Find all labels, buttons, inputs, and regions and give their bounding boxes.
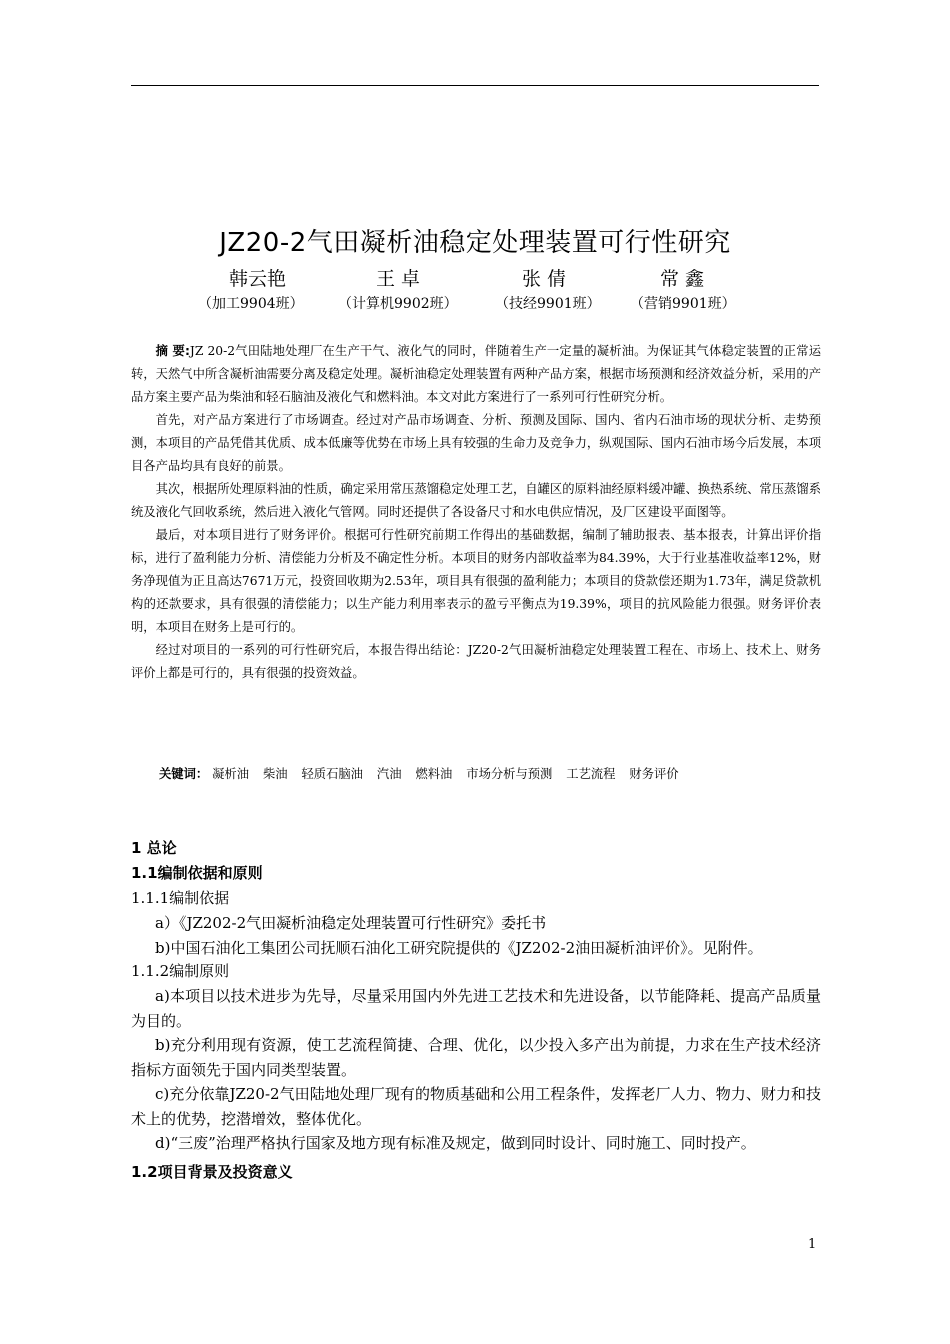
affiliation-3: （技经9901班） xyxy=(495,296,601,312)
affiliation-4: （营销9901班） xyxy=(630,296,736,312)
abstract-label: 摘 要: xyxy=(155,344,190,358)
basis-item-b: b)中国石油化工集团公司抚顺石油化工研究院提供的《JZ202-2油田凝析油评价》。见附件。 xyxy=(155,938,763,957)
abstract-paragraph-2: 首先，对产品方案进行了市场调查。经过对产品市场调查、分析、预测及国际、国内、省内石油市场的现状分析、走势预测，本项目的产品凭借其优质、成本低廉等优势在市场上具有较强的生命力及竞争力，纵观国际、国内石油市场今后发展，本项目各产品均具有良好的前景。 xyxy=(131,413,821,473)
header-rule xyxy=(131,85,819,86)
abstract-paragraph-4: 最后，对本项目进行了财务评价。根据可行性研究前期工作得出的基础数据，编制了辅助报表、基本报表，计算出评价指标，进行了盈利能力分析、清偿能力分析及不确定性分析。本项目的财务内部收益率为84.39%，大于行业基准收益率12%，财务净现值为正且高达7671万元，投资回收期为2.53年，项目具有很强的盈利能力；本项目的贷款偿还期为1.73年，满足贷款机构的还款要求，具有很强的清偿能力；以生产能力利用率表示的盈亏平衡点为19.39%，项目的抗风险能力很强。财务评价表明，本项目在财务上是可行的。 xyxy=(131,528,821,634)
section-heading-1-2: 1.2项目背景及投资意义 xyxy=(131,1163,293,1181)
paper-title: JZ20-2气田凝析油稳定处理装置可行性研究 xyxy=(219,228,731,258)
section-heading-1-1: 1.1编制依据和原则 xyxy=(131,864,263,882)
abstract-paragraph-3: 其次，根据所处理原料油的性质，确定采用常压蒸馏稳定处理工艺，自罐区的原料油经原料缓冲罐、换热系统、常压蒸馏系统及液化气回收系统，然后进入液化气管网。同时还提供了各设备尺寸和水电供应情况，及厂区建设平面图等。 xyxy=(131,482,821,519)
keywords-label: 关键词： xyxy=(159,767,209,781)
principle-item-b: b)充分利用现有资源，使工艺流程简捷、合理、优化，以少投入多产出为前提，力求在生产技术经济指标方面领先于国内同类型装置。 xyxy=(131,1036,821,1079)
page-number: 1 xyxy=(808,1237,817,1252)
basis-list xyxy=(131,911,821,960)
abstract xyxy=(131,340,821,685)
keywords xyxy=(159,764,689,782)
abstract-paragraph-5: 经过对项目的一系列的可行性研究后，本报告得出结论：JZ20-2气田凝析油稳定处理装置工程在、市场上、技术上、财务评价上都是可行的，具有很强的投资效益。 xyxy=(131,643,821,680)
abstract-paragraph-1: 摘 要:JZ 20-2气田陆地处理厂在生产干气、液化气的同时，伴随着生产一定量的凝析油。为保证其气体稳定装置的正常运转，天然气中所含凝析油需要分离及稳定处理。凝析油稳定处理装置有两种产品方案，根据市场预测和经济效益分析，采用的产品方案主要产品为柴油和轻石脑油及液化气和燃料油。本文对此方案进行了一系列可行性研究分析。 xyxy=(131,344,822,404)
keyword: 市场分析与预测 xyxy=(466,767,553,781)
author-1: 韩云艳 xyxy=(229,268,287,290)
author-2: 王 卓 xyxy=(376,268,421,290)
principle-item-a: a)本项目以技术进步为先导，尽量采用国内外先进工艺技术和先进设备，以节能降耗、提高产品质量为目的。 xyxy=(131,987,821,1030)
keyword: 轻质石脑油 xyxy=(301,767,363,781)
keyword: 工艺流程 xyxy=(566,767,616,781)
principle-item-c: c)充分依靠JZ20-2气田陆地处理厂现有的物质基础和公用工程条件，发挥老厂人力、物力、财力和技术上的优势，挖潜增效，整体优化。 xyxy=(131,1085,821,1128)
keyword: 柴油 xyxy=(262,767,288,781)
affiliation-1: （加工9904班） xyxy=(198,296,304,312)
principles-list xyxy=(131,984,821,1156)
section-heading-1-1-2: 1.1.2编制原则 xyxy=(131,962,230,980)
section-heading-1: 1 总论 xyxy=(131,839,177,857)
affiliation-2: （计算机9902班） xyxy=(338,296,458,312)
keyword: 燃料油 xyxy=(415,767,453,781)
section-heading-1-1-1: 1.1.1编制依据 xyxy=(131,889,230,907)
author-3: 张 倩 xyxy=(522,268,567,290)
keyword: 汽油 xyxy=(376,767,402,781)
basis-item-a: a）《JZ202-2气田凝析油稳定处理装置可行性研究》委托书 xyxy=(155,914,547,932)
principle-item-d: d)“三废”治理严格执行国家及地方现有标准及规定，做到同时设计、同时施工、同时投产。 xyxy=(155,1134,756,1152)
author-4: 常 鑫 xyxy=(660,268,705,290)
keyword: 凝析油 xyxy=(212,767,250,781)
keyword: 财务评价 xyxy=(629,767,679,781)
